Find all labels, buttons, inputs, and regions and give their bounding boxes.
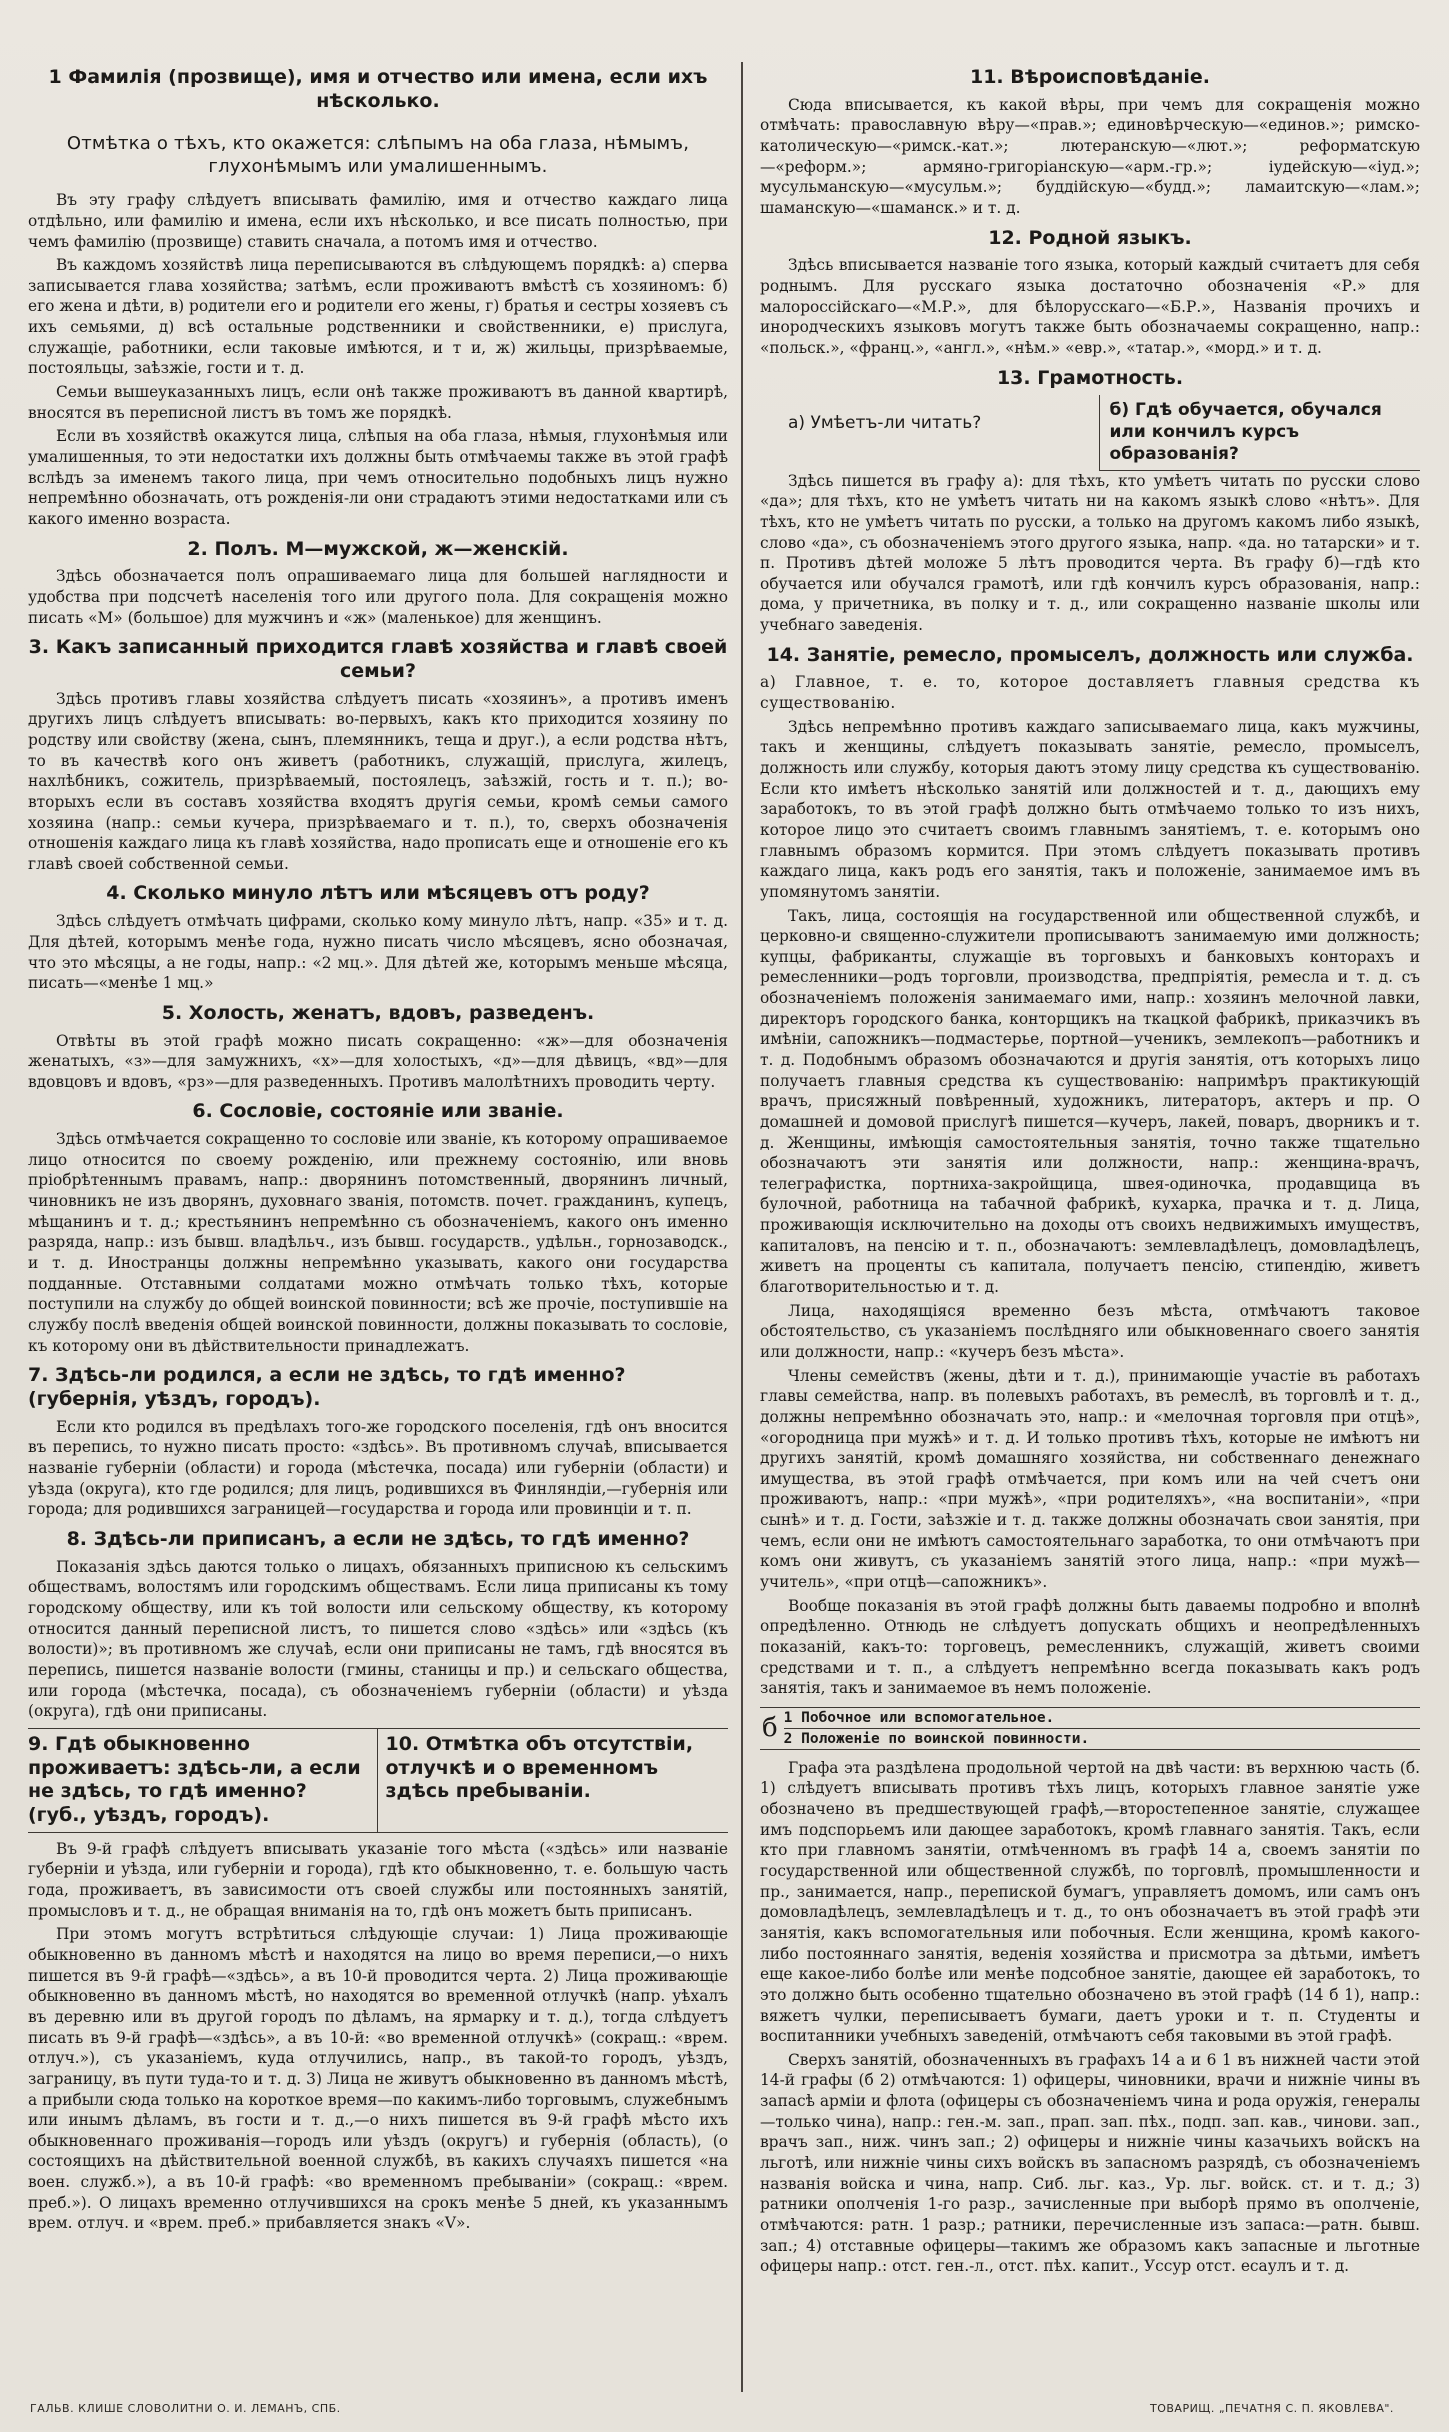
- section-2-paragraph: Здѣсь обозначается полъ опрашиваемаго лица для большей наглядности и удобства при подсчетѣ населенія того или другого пола. Для сокращенія можно писать «М» (большое) для мужчинъ и «ж» (маленькое) для женщинъ.: [28, 567, 728, 627]
- section-3-paragraph: Здѣсь противъ главы хозяйства слѣдуетъ писать «хозяинъ», а противъ именъ другихъ лицъ слѣдуетъ вписывать: во-первыхъ, какъ кто приходится хозяину по родству или свойству (жена, сынъ, племянникъ, теща и друг.), а если родства нѣтъ, то въ качествѣ кого онъ живетъ (работникъ, служащій, прислуга, жилецъ, нахлѣбникъ, сожитель, призрѣваемый, постоялецъ, заѣзжій, гость и т. п.); во-вторыхъ если въ составъ хозяйства входятъ другія семьи, кромѣ семьи самого хозяина (напр.: семьи кучера, призрѣваемаго и т. п.), то, сверхъ обозначенія отношенія каждаго лица къ главѣ хозяйства, надо прописать еще и отношеніе его къ главѣ своей собственной семьи.: [28, 689, 728, 873]
- section-14b-mark: б: [762, 1713, 778, 1744]
- section-9-paragraph: При этомъ могутъ встрѣтиться слѣдующіе случаи: 1) Лица проживающіе обыкновенно въ данномъ мѣстѣ и находятся на лицо во время переписи,—о нихъ пишется въ 9-й графѣ—«здѣсь», а въ 10-й проводится черта. 2) Лица проживающіе обыкновенно въ данномъ мѣстѣ, но находятся во временной отлучкѣ (напр. уѣхалъ въ деревню или въ другой городъ по дѣламъ, на ярмарку и т. д.), тогда слѣдуетъ писать въ 9-й графѣ—«здѣсь», а въ 10-й: «во временной отлучкѣ» (сокращ.: «врем. отлуч.»), съ указаніемъ, куда отлучились, напр., въ такой-то городъ, уѣздъ, заграницу, въ пути туда-то и т. д. 3) Лица не живутъ обыкновенно въ данномъ мѣстѣ, а прибыли сюда только на короткое время—по какимъ-либо торговымъ, служебнымъ или инымъ дѣламъ, въ гости и т. д.,—о нихъ пишется въ 9-й графѣ мѣсто ихъ обыкновеннаго проживанія—городъ или уѣздъ (округъ) и губернія (область), (о состоящихъ на дѣйствительной военной службѣ, въ какихъ случаяхъ пишется «на воен. служб.»), а въ 10-й графѣ: «во временномъ пребываніи» (сокращ.: «врем. преб.»). О лицахъ временно отлучившихся на срокъ менѣе 5 дней, къ указаннымъ врем. отлуч. и «врем. преб.» прибавляется знакъ «V».: [28, 1925, 728, 2233]
- section-11-title: 11. Вѣроисповѣданіе.: [969, 66, 1211, 88]
- section-9-title: 9. Гдѣ обыкновенно проживаетъ: здѣсь-ли, а если не здѣсь, то гдѣ именно? (губ., уѣздъ, городъ).: [28, 1732, 361, 1827]
- section-4-paragraph: Здѣсь слѣдуетъ отмѣчать цифрами, сколько кому минуло лѣтъ, напр. «35» и т. д. Для дѣтей, которымъ менѣе года, нужно писать число мѣсяцевъ, ясно обозначая, что это мѣсяцы, а не годы, напр.: «2 мц.». Для дѣтей же, которымъ меньше мѣсяца, писать—«менѣе 1 мц.»: [28, 912, 728, 993]
- section-3-title: 3. Какъ записанный приходится главѣ хозяйства и главѣ своей семьи?: [28, 636, 728, 682]
- section-6-title: 6. Сословіе, состояніе или званіе.: [192, 1100, 564, 1123]
- section-1-title: 1 Фамилія (прозвище), имя и отчество или имена, если ихъ нѣсколько.: [48, 66, 708, 112]
- section-14b-header: [760, 1707, 1420, 1750]
- section-13-b-label: б) Гдѣ обучается, обучался или кончилъ курсъ образованія?: [1099, 395, 1421, 470]
- section-7-title: 7. Здѣсь-ли родился, а если не здѣсь, то гдѣ именно? (губернія, уѣздъ, городъ).: [28, 1364, 626, 1410]
- section-14-paragraph: Здѣсь непремѣнно противъ каждаго записываемаго лица, какъ мужчины, такъ и женщины, слѣдуетъ показывать занятіе, ремесло, промыселъ, должность или службу, которыя даютъ этому лицу средства къ существованію. Если кто имѣетъ нѣсколько занятій или должностей и т. д., дающихъ ему заработокъ, то въ этой графѣ должно быть отмѣчаемо только то изъ нихъ, которое лицо это считаетъ своимъ главнымъ занятіемъ, т. е. которымъ оно главнымъ образомъ кормится. При этомъ слѣдуетъ показывать противъ каждаго лица, какъ родъ его занятія, такъ и положеніе, занимаемое имъ въ упомянутомъ занятіи.: [760, 717, 1420, 901]
- section-14b-line-2: 2 Положеніе по воинской повинности.: [784, 1728, 1420, 1749]
- sections-9-10-header: [28, 1728, 728, 1833]
- right-column: [760, 58, 1420, 2280]
- section-1-paragraph: Семьи вышеуказанныхъ лицъ, если онѣ также проживаютъ въ данной квартирѣ, вносятся въ переписной листъ въ томъ же порядкѣ.: [28, 383, 728, 422]
- section-14-title: 14. Занятіе, ремесло, промыселъ, должность или служба.: [766, 643, 1414, 666]
- section-14b-paragraph: Сверхъ занятій, обозначенныхъ въ графахъ 14 а и 6 1 въ нижней части этой 14-й графы (б 2) отмѣчаются: 1) офицеры, чиновники, врачи и нижніе чины въ запасѣ арміи и флота (офицеры съ обозначеніемъ чина и рода оружія, генералы—только чина), напр.: ген.-м. зап., прап. зап. пѣх., подп. зап. кав., чинови. зап., врачъ зап., ниж. чинъ зап.; 2) офицеры и нижніе чины казачьихъ войскъ на льготѣ, или нижніе чины сихъ войскъ въ запасномъ разрядѣ, съ обозначеніемъ названія войска и чина, напр. Сиб. льг. каз., Ур. льг. войск. ст. и т. д.; 3) ратники ополченія 1-го разр., зачисленные при выборѣ прямо въ ополченіе, отмѣчаются: ратн. 1 разр.; ратники, перечисленные изъ запаса:—ратн. бывш. зап.; 4) отставные офицеры—такимъ же образомъ какъ запасные и льготные офицеры напр.: отст. ген.-л., отст. пѣх. капит., Уссур отст. есаулъ и т. д.: [760, 2050, 1420, 2276]
- footer-right-imprint: ТОВАРИЩ. „ПЕЧАТНЯ С. П. ЯКОВЛЕВА".: [1150, 2402, 1394, 2415]
- section-13-a-label: а) Умѣетъ-ли читать?: [788, 413, 982, 434]
- section-13-columns: [760, 395, 1420, 470]
- section-14b-line-1: 1 Побочное или вспомогательное.: [783, 1709, 1055, 1726]
- section-12-paragraph: Здѣсь вписывается названіе того языка, который каждый считаетъ для себя роднымъ. Для русскаго языка достаточно обозначенія «Р.» для малороссійскаго—«М.Р.», для бѣлорусскаго—«Б.Р.», Названія прочихъ и инородческихъ языковъ могутъ также быть обозначаемы сокращенно, напр.: «польск.», «франц.», «англ.», «нѣм.» «евр.», «татар.», «морд.» и т. д.: [760, 256, 1420, 357]
- section-9-paragraph: Въ 9-й графѣ слѣдуетъ вписывать указаніе того мѣста («здѣсь» или названіе губерніи и уѣзда, или губерніи и города), гдѣ кто обыкновенно, т. е. большую часть года, проживаетъ, въ зависимости отъ своей службы или постоянныхъ занятій, промысловъ и т. д., не обращая вниманія на то, гдѣ онъ можетъ быть приписанъ.: [28, 1839, 728, 1920]
- left-column: [28, 58, 728, 2237]
- section-4-title: 4. Сколько минуло лѣтъ или мѣсяцевъ отъ роду?: [106, 882, 650, 905]
- footer-left-imprint: ГАЛЬВ. КЛИШЕ СЛОВОЛИТНИ О. И. ЛЕМАНЪ, СПБ.: [30, 2402, 341, 2415]
- section-8-title: 8. Здѣсь-ли приписанъ, а если не здѣсь, то гдѣ именно?: [66, 1527, 690, 1550]
- section-14-paragraph: Члены семействъ (жены, дѣти и т. д.), принимающіе участіе въ работахъ главы семейства, напр. въ полевыхъ работахъ, въ ремеслѣ, въ торговлѣ и т. д., должны непремѣнно обозначать это, напр.: и «мелочная торговля при отцѣ», «огородница при мужѣ» и т. д. И только противъ тѣхъ, которые не имѣютъ ни другихъ занятій, кромѣ домашняго хозяйства, ни собственнаго денежнаго имущества, въ этой графѣ отмѣчается, при комъ или на чей счетъ они проживаютъ, напр.: «при мужѣ», «при родителяхъ», «на воспитаніи», «при сынѣ» и т. д. Гости, заѣзжіе и т. д. также должны обозначать свои занятія, при чемъ, если они не имѣютъ самостоятельнаго заработка, то они отмѣчаютъ при комъ они живутъ, съ указаніемъ занятій этого лица, напр.: «при мужѣ—учитель», «при отцѣ—сапожникъ».: [760, 1366, 1420, 1591]
- section-10-title: 10. Отмѣтка объ отсутствіи, отлучкѣ и о временномъ здѣсь пребываніи.: [385, 1732, 694, 1803]
- section-8-paragraph: Показанія здѣсь даются только о лицахъ, обязанныхъ приписною къ сельскимъ обществамъ, волостямъ или городскимъ обществамъ. Если лица приписаны къ тому городскому обществу, или къ той волости или сельскому обществу, къ которому относится данный переписной листъ, то пишется слово «здѣсь» или «здѣсь (къ волости)»; въ противномъ же случаѣ, если они приписаны не тамъ, гдѣ вносятся въ перепись, пишется названіе волости (гмины, станицы и пр.) и сельскаго общества, или города (мѣстечка, посада), съ обозначеніемъ губерніи (области) и уѣзда (округа), гдѣ они приписаны.: [28, 1557, 728, 1721]
- section-7-paragraph: Если кто родился въ предѣлахъ того-же городского поселенія, гдѣ онъ вносится въ перепись, то нужно писать просто: «здѣсь». Въ противномъ случаѣ, вписывается названіе губерніи (области) и города (мѣстечка, посада) или губерніи (области) и уѣзда (округа), кто где родился; для лицъ, родившихся въ Финляндіи,—губернія или города; для родившихся заграницей—государства и города или провинціи и т. п.: [28, 1417, 728, 1519]
- section-5-paragraph: Отвѣты въ этой графѣ можно писать сокращенно: «ж»—для обозначенія женатыхъ, «з»—для замужнихъ, «х»—для холостыхъ, «д»—для дѣвицъ, «вд»—для вдовцовъ и вдовъ, «рз»—для разведенныхъ. Противъ малолѣтнихъ проводить черту.: [28, 1031, 728, 1091]
- section-1-paragraph: Въ каждомъ хозяйствѣ лица переписываются въ слѣдующемъ порядкѣ: а) сперва записывается глава хозяйства; затѣмъ, если проживаютъ вмѣстѣ съ хозяиномъ: б) его жена и дѣти, в) родители его и родители его жены, г) братья и сестры хозяевъ съ ихъ семьями, д) всѣ остальные родственники и свойственники, е) прислуга, служащіе, работники, если таковые имѣются, и т и, ж) жильцы, призрѣваемые, постояльцы, заѣзжіе, гости и т. д.: [28, 256, 728, 378]
- section-14-paragraph: Такъ, лица, состоящія на государственной или общественной службѣ, и церковно-и священно-служители прописываютъ занимаемую ими должность; купцы, фабриканты, служащіе въ торговыхъ и банковыхъ конторахъ и ремесленники—родъ торговли, производства, предпріятія, ремесла и т. д. съ обозначеніемъ положенія занимаемаго ими, напр.: хозяинъ мелочной лавки, директоръ городского банка, конторщикъ на ткацкой фабрикѣ, приказчикъ въ имѣніи, сапожникъ—подмастерье, портной—ученикъ, землекопъ—работникъ и т. д. Подобнымъ образомъ обозначаются и другія занятія, отъ которыхъ лицо получаетъ главныя средства къ существованію: напримѣръ практикующій врачъ, присяжный повѣренный, художникъ, литераторъ, актеръ и пр. О домашней и домовой прислугѣ пишется—кучеръ, лакей, поваръ, дворникъ и т. д. Женщины, имѣющія самостоятельныя занятія, точно также тщательно обозначаютъ эти занятія или должности, напр.: женщина-врачъ, телеграфистка, портниха-закройщица, швея-одиночка, продавщица въ булочной, работница на табачной фабрикѣ, кухарка, прачка и т. д. Лица, проживающія исключительно на доходы отъ своихъ недвижимыхъ имуществъ, капиталовъ, на пенсію и т. п., обозначаютъ: землевладѣлецъ, домовладѣлецъ, живетъ на проценты съ капитала, получаетъ пенсію, стипендію, живетъ благотворительностью и т. д.: [760, 906, 1420, 1297]
- section-5-title: 5. Холость, женатъ, вдовъ, разведенъ.: [161, 1001, 595, 1024]
- section-14-paragraph: Вообще показанія въ этой графѣ должны быть даваемы подробно и вполнѣ опредѣленно. Отнюдь не слѣдуетъ допускать общихъ и неопредѣленныхъ показаній, какъ-то: торговецъ, ремесленникъ, служащій, живетъ своими средствами и т. п., а слѣдуетъ непремѣнно всегда показывать какъ родъ занятія, такъ и занимаемое въ немъ положеніе.: [760, 1596, 1420, 1698]
- section-2-title: 2. Полъ. М—мужской, ж—женскій.: [187, 537, 569, 560]
- section-6-paragraph: Здѣсь отмѣчается сокращенно то сословіе или званіе, къ которому опрашиваемое лицо относится по своему рожденію, или прежнему состоянію, или вновь пріобрѣтеннымъ правамъ, напр.: дворянинъ потомственный, дворянинъ личный, чиновникъ не изъ дворянъ, духовнаго званія, потомств. почет. гражданинъ, купецъ, мѣщанинъ и т. д.; крестьянинъ непремѣнно съ обозначеніемъ, какого онъ именно разряда, напр.: изъ бывш. владѣльч., изъ бывш. государств., удѣльн., горнозаводск., и т. д. Иностранцы должны непремѣнно указывать, какого они государства подданные. Отставными солдатами можно отмѣчать только тѣхъ, которые поступили на службу до общей воинской повинности; всѣ же прочіе, поступившіе на службу послѣ введенія общей воинской повинности, должны показывать то сословіе, къ которому они въ дѣйствительности принадлежатъ.: [28, 1130, 728, 1355]
- section-13-paragraph: Здѣсь пишется въ графу а): для тѣхъ, кто умѣетъ читать по русски слово «да»; для тѣхъ, кто не умѣетъ читать ни на какомъ языкѣ слово «нѣтъ». Для тѣхъ, кто не умѣетъ читать по русски, а только на другомъ какомъ либо языкѣ, слово «да», съ обозначеніемъ этого другого языка, напр. «да. но татарски» и т. п. Противъ дѣтей моложе 5 лѣтъ проводится черта. Въ графу б)—гдѣ кто обучается или обучался грамотѣ, или гдѣ кончилъ курсъ образованія, напр.: дома, у причетника, въ полку и т. д., или сокращенно названіе школы или учебнаго заведенія.: [760, 471, 1420, 635]
- section-14b-paragraph: Графа эта раздѣлена продольной чертой на двѣ части: въ верхнюю часть (б. 1) слѣдуетъ вписывать противъ тѣхъ лицъ, которыхъ главное занятіе уже обозначено въ предшествующей графѣ,—второстепенное занятіе, служащее имъ подспорьемъ или дающее заработокъ, кромѣ главнаго занятія. Такъ, если кто при главномъ занятіи, отмѣченномъ въ графѣ 14 а, своемъ занятіи по государственной или общественной службѣ, по торговлѣ, промышленности и пр., занимается, напр., перепиской бумагъ, управляетъ домомъ, или самъ онъ домовладѣлецъ, землевладѣлецъ и т. д., то онъ обозначаетъ въ этой графѣ эти занятія, какъ вспомогательныя или побочныя. Если женщина, кромѣ какого-либо постояннаго занятія, веденія хозяйства и присмотра за дѣтьми, имѣетъ еще какое-либо болѣе или менѣе подсобное занятіе, дающее ей заработокъ, то это должно быть особенно тщательно обозначено въ этой графѣ (14 б 1), напр.: вяжетъ чулки, переписываетъ бумаги, даетъ уроки и т. п. Студенты и воспитанники учебныхъ заведеній, отмѣчаютъ себя таковыми въ этой графѣ.: [760, 1758, 1420, 2046]
- section-1-subtitle: Отмѣтка о тѣхъ, кто окажется: слѣпымъ на оба глаза, нѣмымъ, глухонѣмымъ или умалишеннымъ.: [66, 132, 690, 177]
- section-12-title: 12. Родной языкъ.: [988, 226, 1192, 249]
- section-14-subtitle: а) Главное, т. е. то, которое доставляетъ главныя средства къ существованію.: [760, 673, 1420, 713]
- section-1-paragraph: Если въ хозяйствѣ окажутся лица, слѣпыя на оба глаза, нѣмыя, глухонѣмыя или умалишенныя, то эти недостатки ихъ должны быть отмѣчаемы также въ этой графѣ вслѣдъ за именемъ такого лица, при чемъ относительно подобныхъ лицъ нужно непремѣнно обозначать, отъ рожденія-ли они страдаютъ этими недостатками или съ какого именно возраста.: [28, 427, 728, 528]
- section-11-paragraph: Сюда вписывается, къ какой вѣры, при чемъ для сокращенія можно отмѣчать: православную вѣру—«прав.»; единовѣрческую—«единов.»; римско-католическую—«римск.-кат.»; лютеранскую—«лют.»; реформатскую—«реформ.»; армяно-григоріанскую—«арм.-гр.»; іудейскую—«іуд.»; мусульманскую—«мусульм.»; буддійскую—«будд.»; ламаитскую—«лам.»; шаманскую—«шаманск.» и т. д.: [760, 95, 1420, 217]
- column-divider: [741, 62, 743, 2392]
- section-14-paragraph: Лица, находящіяся временно безъ мѣста, отмѣчаютъ таковое обстоятельство, съ указаніемъ послѣдняго или обыкновеннаго своего занятія или должности, напр.: «кучеръ безъ мѣста».: [760, 1301, 1420, 1361]
- section-1-paragraph: Въ эту графу слѣдуетъ вписывать фамилію, имя и отчество каждаго лица отдѣльно, или фамилію и имена, если ихъ нѣсколько, и все писать полностью, при чемъ фамилію (прозвище) ставить сначала, а потомъ имя и отчество.: [28, 191, 728, 251]
- section-13-title: 13. Грамотность.: [996, 366, 1184, 389]
